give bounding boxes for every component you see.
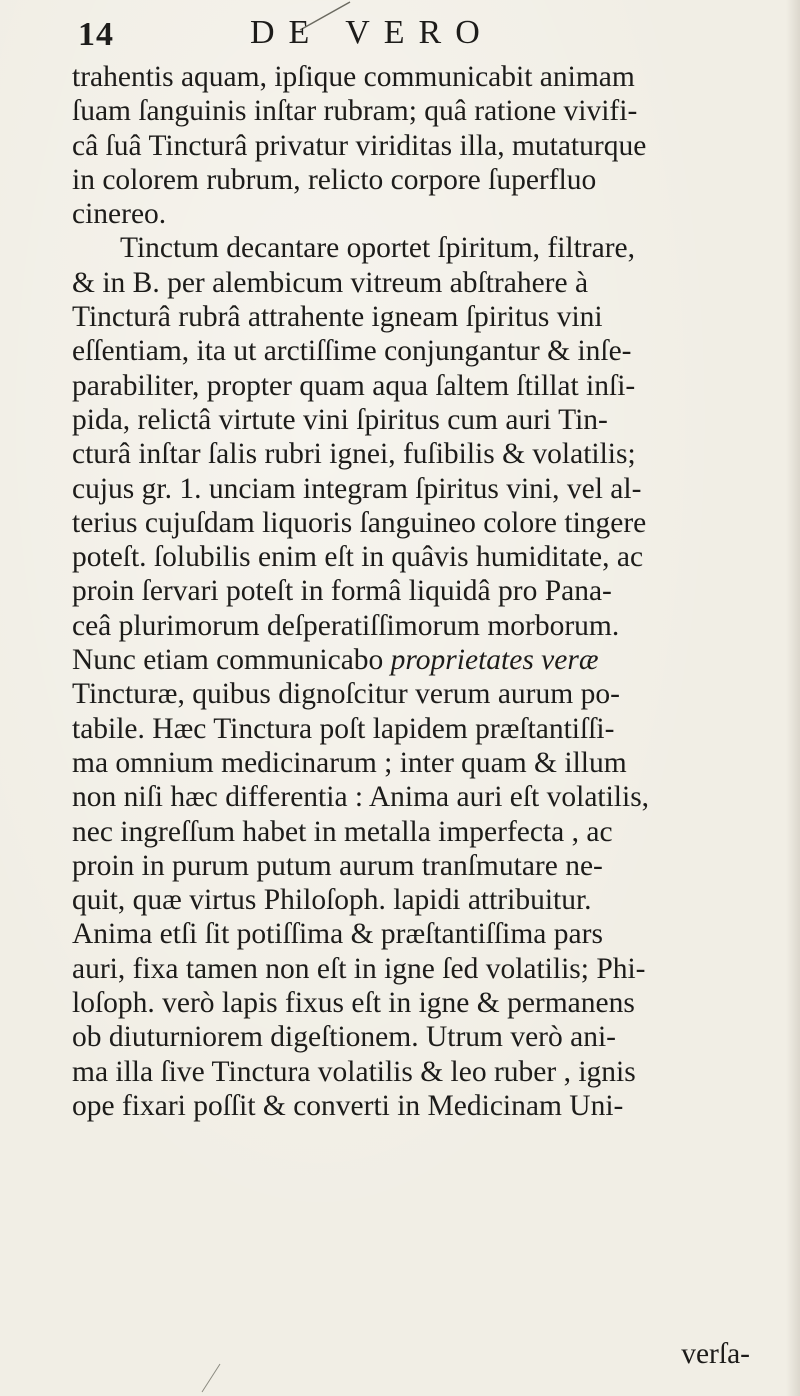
text-line-with-italic	[72, 643, 792, 677]
text-line: Tincturæ, quibus dignoſcitur verum aurum po-	[72, 678, 620, 711]
text-line: cturâ inſtar ſalis rubri ignei, fuſibilis & volatilis;	[72, 438, 636, 471]
text-line: ope fixari poſſit & converti in Medicinam Uni-	[72, 1089, 624, 1122]
text-line: eſſentiam, ita ut arctiſſime conjungantur & inſe-	[72, 335, 632, 368]
text-line: ceâ plurimorum deſperatiſſimorum morborum.	[72, 609, 620, 642]
text-line: terius cujuſdam liquoris ſanguineo colore tingere	[72, 506, 647, 539]
text-segment: Nunc etiam communicabo	[72, 644, 384, 677]
text-line: ma omnium medicinarum ; inter quam & illum	[72, 746, 627, 779]
ink-stroke-bottom	[180, 1360, 240, 1396]
text-line: Tincturâ rubrâ attrahente igneam ſpiritus vini	[72, 301, 603, 334]
text-line: cinereo.	[72, 198, 167, 231]
text-line: quit, quæ virtus Philoſoph. lapidi attribuitur.	[72, 884, 592, 917]
text-line: pida, relictâ virtute vini ſpiritus cum auri Tin-	[72, 403, 608, 436]
text-line: auri, fixa tamen non eſt in igne ſed volatilis; Phi-	[72, 952, 646, 985]
catchword: verſa-	[681, 1338, 750, 1370]
text-line: proin in purum putum aurum tranſmutare ne-	[72, 849, 603, 882]
page-header	[78, 14, 778, 64]
text-line: ma illa ſive Tinctura volatilis & leo ruber , ignis	[72, 1055, 636, 1088]
text-line: tabile. Hæc Tinctura poſt lapidem præſtantiſſi-	[72, 712, 615, 745]
text-line: parabiliter, propter quam aqua ſaltem ſtillat inſi-	[72, 369, 636, 402]
text-line: loſoph. verò lapis fixus eſt in igne & permanens	[72, 987, 635, 1020]
text-line: & in B. per alembicum vitreum abſtrahere à	[72, 266, 589, 299]
text-line: poteſt. ſolubilis enim eſt in quâvis humiditate, ac	[72, 541, 644, 574]
running-head: DE VERO	[250, 14, 494, 51]
text-line: in colorem rubrum, relicto corpore ſuperfluo	[72, 163, 597, 196]
text-line: câ ſuâ Tincturâ privatur viriditas illa, mutaturque	[72, 129, 647, 162]
text-line: non niſi hæc differentia : Anima auri eſt volatilis,	[72, 781, 650, 814]
text-line: trahentis aquam, ipſique communicabit animam	[72, 61, 635, 93]
main-text	[72, 60, 792, 1123]
text-line: proin ſervari poteſt in formâ liquidâ pro Pana-	[72, 575, 612, 608]
page-number: 14	[78, 16, 114, 53]
text-line: Tinctum decantare oportet ſpiritum, filtrare,	[120, 232, 636, 265]
text-line: ob diuturniorem digeſtionem. Utrum verò ani-	[72, 1021, 616, 1054]
italic-phrase: proprietates veræ	[390, 644, 599, 677]
text-line: Anima etſi ſit potiſſima & præſtantiſſima pars	[72, 918, 603, 951]
text-line: nec ingreſſum habet in metalla imperfecta , ac	[72, 815, 613, 848]
text-line: cujus gr. 1. unciam integram ſpiritus vini, vel al-	[72, 472, 642, 505]
text-line: ſuam ſanguinis inſtar rubram; quâ ratione vivifi-	[72, 95, 638, 128]
